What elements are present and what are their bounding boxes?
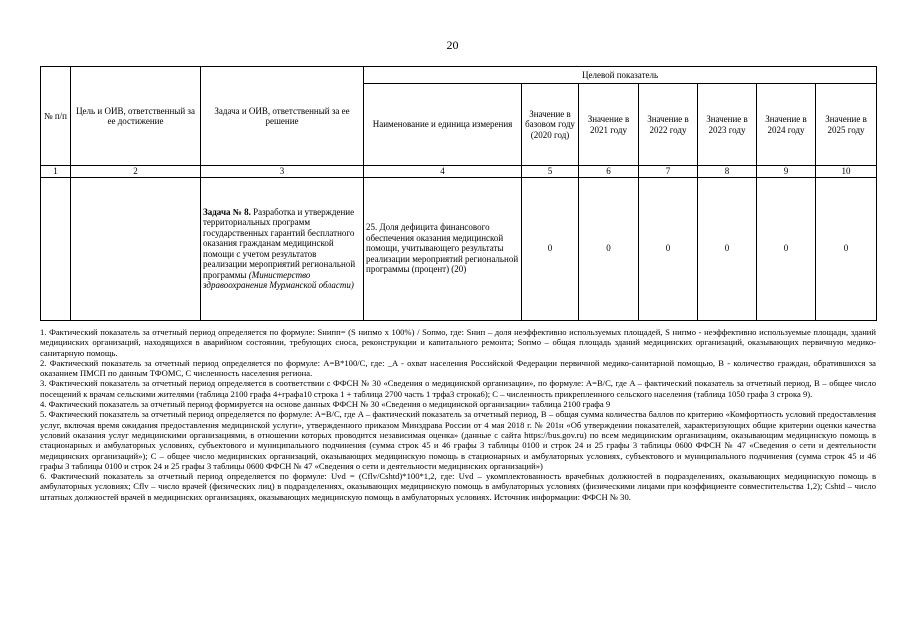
row-indicator-cell: 25. Доля дефицита финансового обеспечения оказания медицинской помощи, учитывающего результаты реализации мероприятий региональной программы (процент) (20) [364,177,522,320]
header-indicator: Наименование и единица измерения [364,84,522,166]
col-number: 6 [579,166,639,178]
col-number: 3 [201,166,364,178]
header-2023: Значение в 2023 году [698,84,757,166]
row-num-cell [41,177,71,320]
value-2024: 0 [757,177,816,320]
page-number: 20 [446,38,459,52]
value-2022: 0 [639,177,698,320]
task-text: Разработка и утверждение территориальных программ государственных гарантий бесплатного оказания гражданам медицинской помощи с учетом результатов реализации мероприятий региональной программы [203,206,356,280]
header-goal: Цель и ОИВ, ответственный за ее достижение [71,67,201,166]
col-number: 7 [639,166,698,178]
row-task-cell [201,177,364,320]
footnote: 1. Фактический показатель за отчетный период определяется по формуле: Sнипп= (S нипмо х 100%) / Sопмо, где: Sнип – доля неэффективно используемых площадей, S нипмо - неэффективно используемые площади, зданий медицинских организаций, находящихся в аварийном состоянии, требующих сноса, реконструкции и капитального ремонта; Sопмо – общая площадь зданий медицинских организаций, оказывающих первичную медико-санитарную помощь. [40,327,876,358]
header-2024: Значение в 2024 году [757,84,816,166]
footnote: 4. Фактический показатель за отчетный период формируется на основе данных ФФСН № 30 «Сведения о медицинской организации» таблица 2100 графа 9 [40,399,611,410]
header-num: № п/п [41,67,71,166]
col-number: 4 [364,166,522,178]
col-number: 9 [757,166,816,178]
value-base-year: 0 [522,177,579,320]
value-2023: 0 [698,177,757,320]
task-responsible-org: (Министерство здравоохранения Мурманской области) [203,269,354,290]
footnote: 2. Фактический показатель за отчетный период определяется по формуле: A=B*100/C, где: _A - охват населения Российской Федерации первичной медико-санитарной помощью, B - количество граждан, обратившихся за оказанием ПМСП по данным ТФОМС, C численность населения региона. [40,357,876,379]
header-target-group: Целевой показатель [364,67,877,84]
header-2022: Значение в 2022 году [639,84,698,166]
value-2021: 0 [579,177,639,320]
footnotes [40,327,876,502]
table-row [41,177,877,320]
value-2025: 0 [816,177,877,320]
row-goal-cell [71,177,201,320]
header-2021: Значение в 2021 году [579,84,639,166]
footnote: 5. Фактический показатель за отчетный период определяется по формуле: A=B/C, где A – фактический показатель за отчетный период, B – общая сумма количества баллов по критерию «Комфортность условий предоставления услуг, включая время ожидания предоставления медицинской услуги», утвержденного приказом Минздрава России от 4 мая 2018 г. № 201н «Об утверждении показателей, характеризующих общие критерии оценки качества условий оказания услуг медицинскими организациями, в отношении которых проводится независимая оценка» (данные с сайта https://bus.gov.ru) по всем медицинским организациям, оказывающим медицинскую помощь в стационарных и амбулаторных условиях, субъектового и муниципального подчинения (сумма строк 45 и 46 графы 3 таблицы 0100 и строк 24 и 25 графы 3 таблицы 0600 ФФСН № 47 «Сведения о сети и деятельности медицинских организаций»); C – общее число медицинских организаций, оказывающих медицинскую помощь в стационарных и амбулаторных условиях, субъектового и муниципального подчинения (сумма строк 45 и 46 графы 3 таблицы 0100 и строк 24 и 25 графы 3 таблицы 0600 ФФСН № 47 «Сведения о сети и деятельности медицинских организаций») [40,409,876,471]
col-number: 5 [522,166,579,178]
task-title: Задача № 8. [203,206,251,217]
column-number-row [41,166,877,178]
target-indicators-table [40,66,877,321]
header-2025: Значение в 2025 году [816,84,877,166]
col-number: 1 [41,166,71,178]
col-number: 10 [816,166,877,178]
col-number: 2 [71,166,201,178]
footnote: 6. Фактический показатель за отчетный период определяется по формуле: Uvd = (Cflv/Cshtd)*100*1,2, где: Uvd – укомплектованность врачебных должностей в подразделениях, оказывающих медицинскую помощь в амбулаторных условиях; Cflv – число врачей (физических лиц) в подразделениях, оказывающих медицинскую помощь в амбулаторных условиях (физическими лицами при коэффициенте совместительства 1,2); Cshtd – число штатных должностей врачей в медицинских организациях, оказывающих медицинскую помощь в амбулаторных условиях. Источник информации: ФФСН № 30. [40,471,876,502]
footnote: 3. Фактический показатель за отчетный период определяется в соответствии с ФФСН № 30 «Сведения о медицинской организации», по формуле: A=B/C, где A – фактический показатель за отчетный период, B – общее число посещений к врачам сельскими жителями (таблица 2100 графа 4+графа10 строка 1 + таблица 2700 часть 1 трфа3 строка6); C – численность прикрепленного сельского населения (таблица 1050 графа 3 строка 9). [40,378,876,399]
header-base-year: Значение в базовом году (2020 год) [522,84,579,166]
col-number: 8 [698,166,757,178]
header-task: Задача и ОИВ, ответственный за ее решение [201,67,364,166]
